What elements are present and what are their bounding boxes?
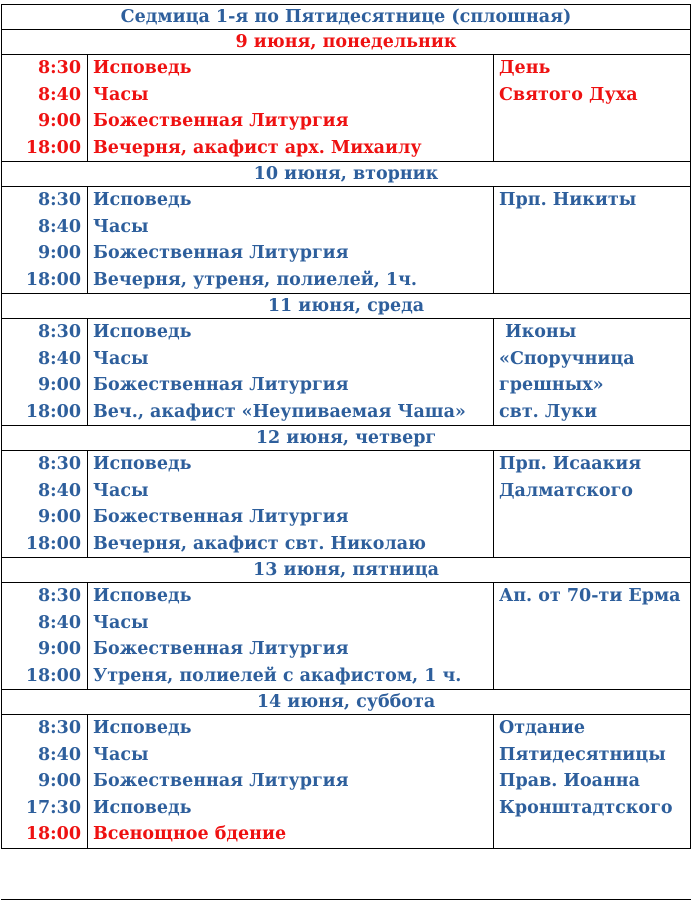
feast-name: Прп. Никиты (499, 190, 637, 210)
service-time: 8:40 (38, 480, 81, 501)
day-header: 11 июня, среда (2, 294, 691, 319)
service-time: 8:40 (38, 348, 81, 369)
service-time: 9:00 (38, 507, 81, 527)
schedule-table (1, 4, 691, 849)
feast-column (494, 715, 691, 849)
feast-name: День (499, 58, 551, 78)
service-name: Часы (93, 216, 149, 237)
day-services-row (2, 55, 691, 162)
time-column (2, 187, 88, 294)
service-time: 9:00 (38, 639, 81, 659)
service-name: Исповедь (93, 454, 192, 474)
day-services-row (2, 583, 691, 690)
day-services-row (2, 187, 691, 294)
service-name: Исповедь (93, 58, 192, 78)
service-name: Исповедь (93, 322, 192, 342)
day-header: 9 июня, понедельник (2, 30, 691, 55)
service-time: 18:00 (25, 665, 81, 686)
service-time: 18:00 (25, 824, 81, 844)
feast-name: Святого Духа (499, 84, 638, 105)
service-name: Исповедь (93, 718, 192, 738)
service-name: Исповедь (93, 586, 192, 606)
day-header-row (2, 426, 691, 451)
time-column (2, 55, 88, 162)
service-time: 8:30 (38, 322, 81, 342)
service-column (88, 715, 494, 849)
service-name: Часы (93, 612, 149, 633)
service-time: 8:40 (38, 612, 81, 633)
service-time: 8:40 (38, 84, 81, 105)
feast-name: Далматского (499, 480, 633, 501)
service-name: Божественная Литургия (93, 111, 349, 131)
service-name: Часы (93, 348, 149, 369)
service-name: Божественная Литургия (93, 507, 349, 527)
service-time: 9:00 (38, 111, 81, 131)
service-name: Часы (93, 84, 149, 105)
service-column (88, 319, 494, 426)
feast-name: Прп. Исаакия (499, 454, 642, 474)
service-name: Утреня, полиелей с акафистом, 1 ч. (93, 665, 462, 686)
service-time: 8:40 (38, 744, 81, 765)
day-services-row (2, 715, 691, 849)
feast-column (494, 451, 691, 558)
service-time: 9:00 (38, 375, 81, 395)
service-time: 17:30 (25, 797, 81, 818)
service-time: 9:00 (38, 243, 81, 263)
service-column (88, 583, 494, 690)
schedule-title: Седмица 1-я по Пятидесятнице (сплошная) (2, 5, 691, 30)
day-header-row (2, 690, 691, 715)
service-name: Часы (93, 744, 149, 765)
day-header: 10 июня, вторник (2, 162, 691, 187)
time-column (2, 715, 88, 849)
feast-name: Иконы (499, 322, 577, 342)
service-name: Исповедь (93, 190, 192, 210)
day-header: 12 июня, четверг (2, 426, 691, 451)
feast-name: Прав. Иоанна (499, 771, 640, 791)
day-services-row (2, 319, 691, 426)
service-name: Божественная Литургия (93, 243, 349, 263)
feast-name: Пятидесятницы (499, 744, 666, 765)
service-time: 8:30 (38, 58, 81, 78)
feast-column (494, 187, 691, 294)
day-header-row (2, 162, 691, 187)
service-name: Вечерня, утреня, полиелей, 1ч. (93, 269, 418, 290)
service-column (88, 451, 494, 558)
feast-name: Ап. от 70-ти Ерма (499, 586, 681, 606)
service-column (88, 187, 494, 294)
bottom-border (1, 899, 691, 900)
feast-name: свт. Луки (499, 401, 598, 422)
day-header-row (2, 30, 691, 55)
service-time: 8:40 (38, 216, 81, 237)
day-header: 13 июня, пятница (2, 558, 691, 583)
service-column (88, 55, 494, 162)
feast-name: грешных» (499, 375, 604, 395)
service-name: Веч., акафист «Неупиваемая Чаша» (93, 401, 466, 422)
feast-name: «Споручница (499, 348, 635, 369)
time-column (2, 319, 88, 426)
day-header-row (2, 558, 691, 583)
service-time: 18:00 (25, 401, 81, 422)
service-name: Вечерня, акафист арх. Михаилу (93, 137, 422, 158)
feast-column (494, 583, 691, 690)
day-header: 14 июня, суббота (2, 690, 691, 715)
service-name: Божественная Литургия (93, 375, 349, 395)
service-time: 18:00 (25, 137, 81, 158)
day-header-row (2, 294, 691, 319)
service-time: 8:30 (38, 190, 81, 210)
service-time: 9:00 (38, 771, 81, 791)
time-column (2, 451, 88, 558)
service-name: Всенощное бдение (93, 824, 287, 844)
service-name: Вечерня, акафист свт. Николаю (93, 533, 426, 554)
feast-name: Отдание (499, 718, 586, 738)
feast-column (494, 319, 691, 426)
feast-column (494, 55, 691, 162)
service-name: Божественная Литургия (93, 639, 349, 659)
title-row (2, 5, 691, 30)
service-name: Исповедь (93, 797, 192, 818)
service-time: 8:30 (38, 718, 81, 738)
feast-name: Кронштадтского (499, 797, 673, 818)
day-services-row (2, 451, 691, 558)
time-column (2, 583, 88, 690)
service-time: 8:30 (38, 454, 81, 474)
service-time: 8:30 (38, 586, 81, 606)
service-time: 18:00 (25, 533, 81, 554)
service-name: Часы (93, 480, 149, 501)
service-time: 18:00 (25, 269, 81, 290)
service-name: Божественная Литургия (93, 771, 349, 791)
